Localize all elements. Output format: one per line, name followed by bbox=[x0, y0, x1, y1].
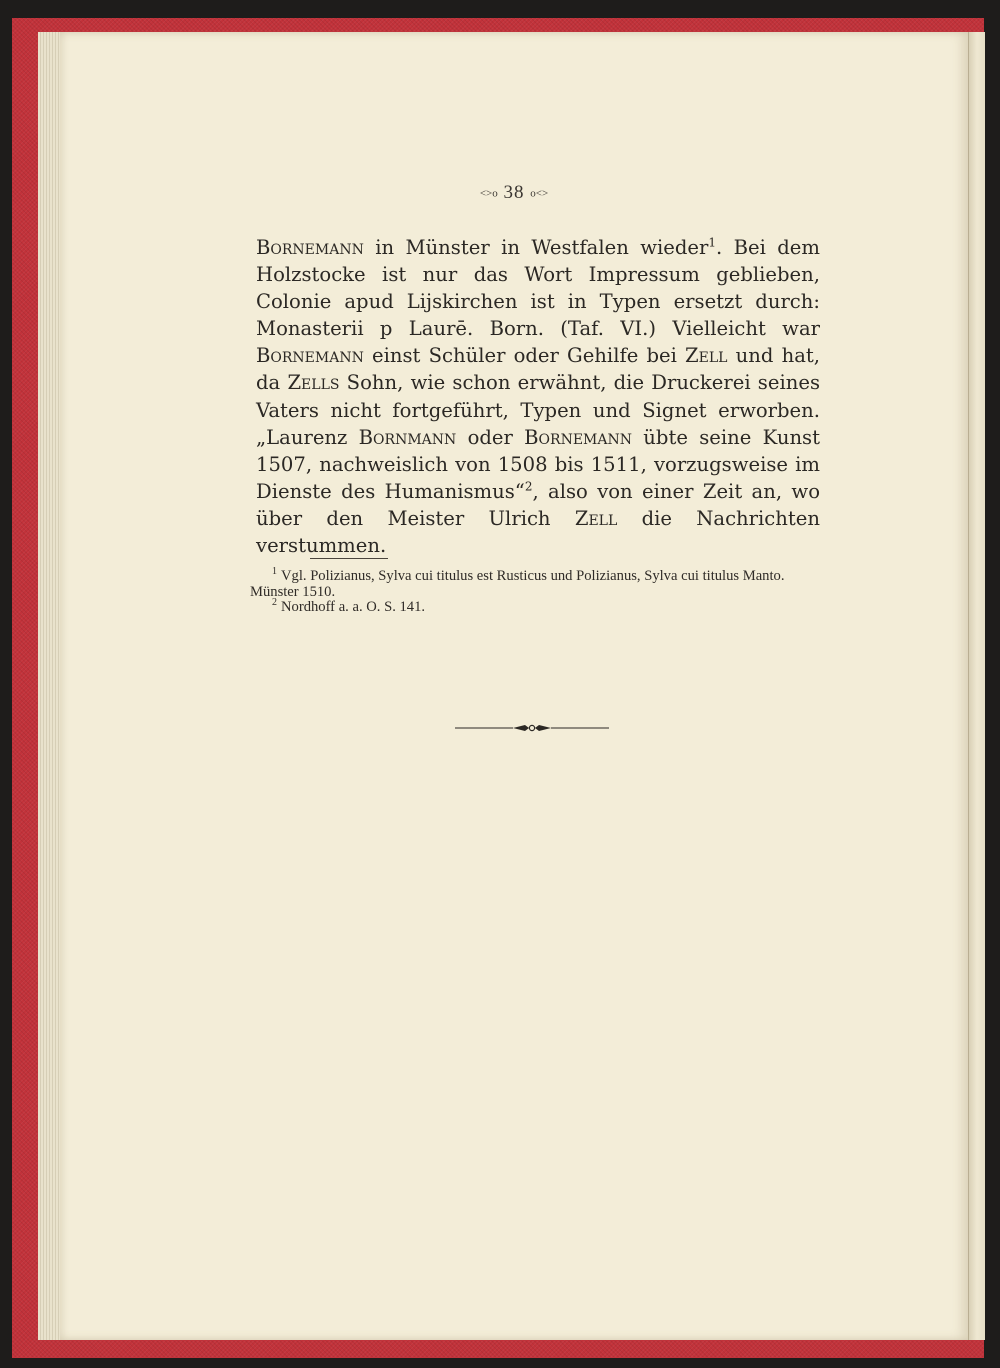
text-run: in Münster in Westfalen wieder bbox=[363, 236, 709, 259]
body-text bbox=[256, 234, 820, 559]
book-gutter bbox=[968, 32, 985, 1340]
footnote-ref-2[interactable]: 2 bbox=[524, 479, 533, 494]
footnote-rule bbox=[310, 558, 388, 559]
text-run: die Nachrichten verstummen. bbox=[256, 506, 820, 558]
footnote-1 bbox=[250, 566, 816, 600]
page-edges bbox=[38, 32, 62, 1340]
name-zell: Zell bbox=[574, 506, 618, 530]
body-paragraph bbox=[256, 234, 820, 559]
page-number: 38 bbox=[503, 182, 525, 203]
text-run: Sohn, wie schon erwähnt, die Druckerei seines Vaters nicht fortgeführt, Typen und Signet erworben. „Laurenz bbox=[256, 371, 820, 449]
text-run: einst Schüler oder Gehilfe bei bbox=[363, 344, 686, 368]
name-bornemann: Bornemann bbox=[256, 236, 364, 259]
name-zells: Zells bbox=[287, 371, 340, 395]
footnote-text: Nordhoff a. a. O. S. 141. bbox=[281, 599, 426, 615]
fleuron-ornament bbox=[455, 720, 609, 736]
ornament-left: <>o bbox=[479, 187, 498, 200]
text-run: und hat, da bbox=[256, 344, 820, 395]
footnote-2 bbox=[250, 597, 816, 616]
ornament-right: o<> bbox=[530, 187, 549, 200]
text-run: oder bbox=[456, 425, 525, 449]
footnotes bbox=[250, 566, 816, 616]
footnote-ref-1[interactable]: 1 bbox=[708, 235, 716, 250]
name-bornmann: Bornmann bbox=[358, 425, 457, 449]
text-run: . Bei dem Holzstocke ist nur das Wort Impressum geblieben, Colonie apud Lijskirchen ist in Typen ersetzt durch: Monasterii p Laurē. Born. (Taf. VI.) Vielleicht war bbox=[256, 236, 820, 341]
footnote-number: 2 bbox=[272, 597, 277, 609]
text-run: , also von einer Zeit an, wo über den Meister Ulrich bbox=[256, 479, 820, 530]
footnote-text: Vgl. Polizianus, Sylva cui titulus est Rusticus und Polizianus, Sylva cui titulus Manto. Münster 1510. bbox=[250, 568, 785, 600]
footnote-number: 1 bbox=[272, 566, 277, 578]
name-bornemann: Bornemann bbox=[256, 344, 364, 368]
name-bornemann: Bornemann bbox=[524, 425, 632, 449]
name-zell: Zell bbox=[685, 344, 728, 368]
page-header bbox=[60, 182, 968, 204]
text-run: übte seine Kunst 1507, nachweislich von 1508 bis 1511, vorzugsweise im Dienste des Humanismus“ bbox=[256, 425, 820, 503]
book-page bbox=[60, 32, 968, 1340]
